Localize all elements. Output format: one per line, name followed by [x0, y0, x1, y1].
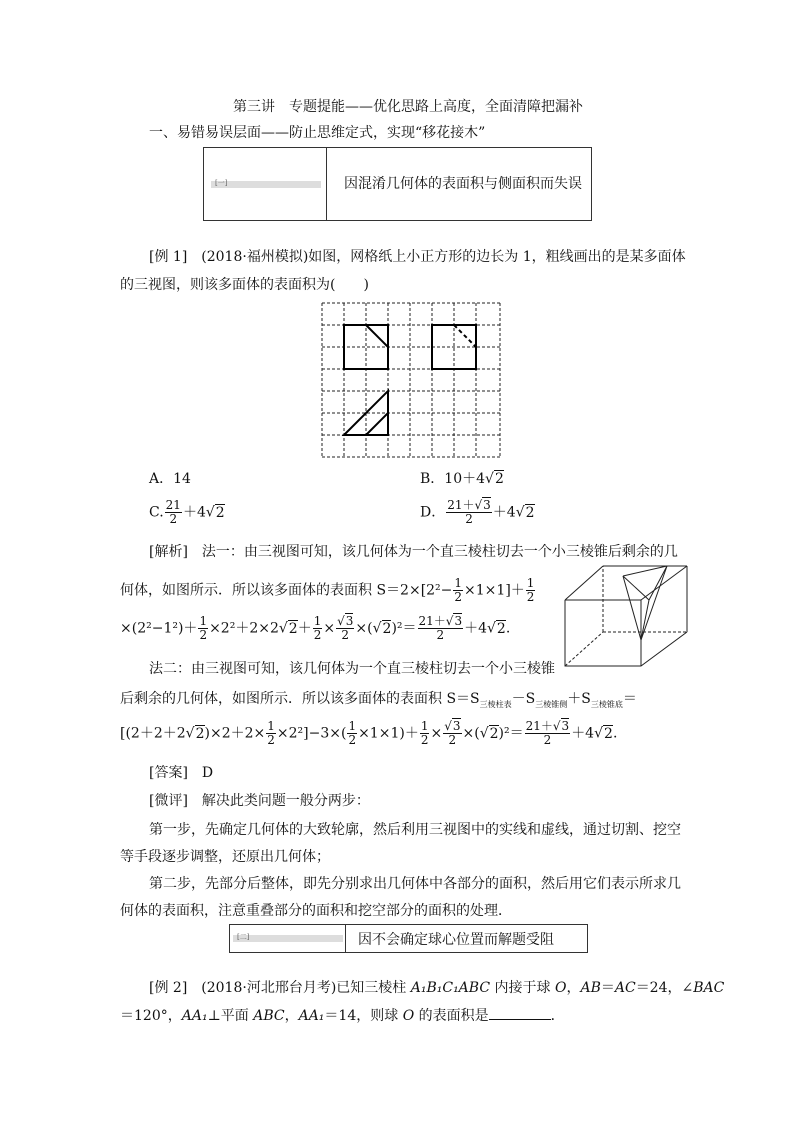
solid-figure — [563, 548, 691, 670]
topic-box-2 — [229, 924, 588, 953]
topic-text-1: 因混淆几何体的表面积与侧面积而失误 — [344, 176, 582, 192]
divider — [326, 148, 327, 220]
example1-line2: 的三视图，则该多面体的表面积为( ) — [120, 277, 369, 293]
answer: [答案] D — [149, 765, 214, 781]
topic-text-2: 因不会确定球心位置而解题受阻 — [358, 932, 554, 948]
solution-line5: 后剩余的几何体，如图所示．所以该多面体的表面积 $S=S_{三棱柱表}-S_{三棱锥侧}+S_{三棱锥底}=$ — [120, 691, 637, 709]
comment-line3: 等手段逐步调整，还原出几何体； — [120, 849, 330, 865]
three-view-figure — [320, 300, 502, 460]
topic-tag-1: [一] — [211, 181, 321, 188]
example2-line1: [例 2] (2018·河北邢台月考)已知三棱柱 A₁B₁C₁ABC 内接于球 O，AB＝AC＝24，∠BAC — [149, 980, 725, 996]
divider — [345, 925, 346, 952]
comment-line5: 何体的表面积，注意重叠部分的面积和挖空部分的面积的处理． — [120, 903, 512, 919]
topic-box-1 — [203, 147, 592, 221]
solution-line6: [(2＋2＋2√2)×2＋2× $\frac{1}{2}$ ×2²]−3×( $\frac{1}{2}$ ×1×1)＋ $\frac{1}{2}$ × $\frac{√3}{2}$ ×(√2)²＝ $\frac{21+√3}{2}$ ＋4√2. — [120, 719, 618, 747]
front-view — [344, 325, 388, 369]
grid-lines — [322, 303, 500, 457]
option-b: B．10＋4√2 — [420, 471, 504, 487]
comment-line4: 第二步，先部分后整体，即先分别求出几何体中各部分的面积，然后用它们表示所求几 — [149, 876, 681, 892]
solution-line1: [解析] 法一：由三视图可知，该几何体为一个直三棱柱切去一个小三棱锥后剩余的几 — [149, 544, 678, 560]
example1-line1: [例 1] (2018·福州模拟)如图，网格纸上小正方形的边长为 1，粗线画出的是某多面体 — [149, 249, 686, 265]
comment-line2: 第一步，先确定几何体的大致轮廓，然后利用三视图中的实线和虚线，通过切割、挖空 — [149, 822, 681, 838]
section-heading: 一、易错易误层面——防止思维定式，实现“移花接木” — [149, 125, 486, 141]
solution-line3: ×(2²−1²)＋ $\frac{1}{2}$ ×2²＋2×2√2＋ $\frac{1}{2}$ × $\frac{√3}{2}$ ×(√2)²＝ $\frac{21+√3}{2}$ ＋4√2. — [120, 614, 511, 642]
solution-line2: 何体，如图所示．所以该多面体的表面积 S＝2×[2²− $\frac{1}{2}$ ×1×1]＋ $\frac{1}{2}$ — [120, 576, 535, 604]
example2-line2: ＝120°，AA₁⊥平面 ABC，AA₁＝14，则球 O 的表面积是 ． — [120, 1008, 565, 1024]
option-a: A．14 — [149, 471, 191, 487]
solution-line4: 法二：由三视图可知，该几何体为一个直三棱柱切去一个小三棱锥 — [149, 661, 555, 677]
comment-line1: [微评] 解决此类问题一般分两步： — [149, 793, 370, 809]
option-d: D． $\frac{21+√3}{2}$ ＋4√2 — [420, 498, 535, 526]
answer-blank[interactable] — [489, 1019, 551, 1020]
page-title: 第三讲 专题提能——优化思路上高度，全面清障把漏补 — [233, 99, 583, 115]
topic-tag-2: [二] — [233, 935, 343, 942]
option-c: C. $\frac{21}{2}$ ＋4√2 — [149, 498, 225, 526]
